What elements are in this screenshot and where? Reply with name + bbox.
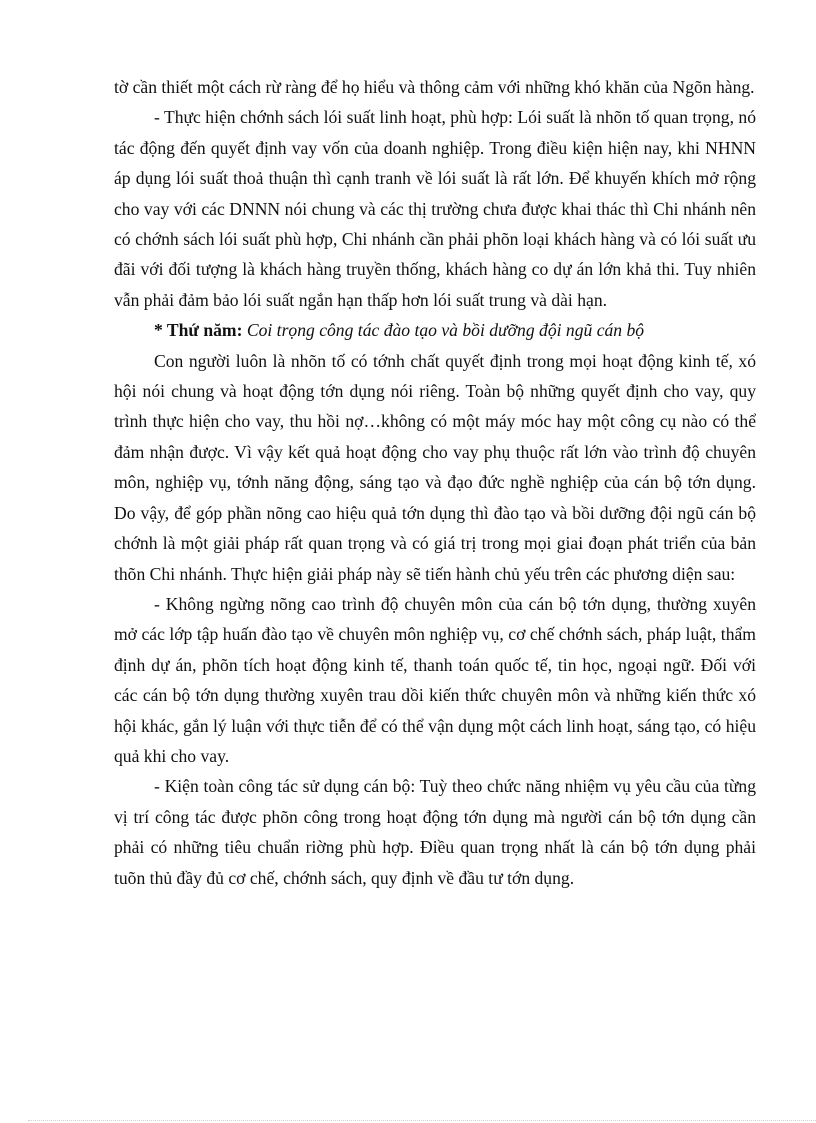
paragraph-staff-management: - Kiện toàn công tác sử dụng cán bộ: Tuỳ theo chức năng nhiệm vụ yêu cầu của từng vị trí công tác được phõn công trong hoạt động tớn dụng mà người cán bộ tớn dụng cần phải có những tiêu chuẩn riờng phù hợp. Điều quan trọng nhất là cán bộ tớn dụng phải tuõn thủ đầy đủ cơ chế, chớnh sách, quy định về đầu tư tớn dụng. [114, 776, 756, 888]
paragraph-continuation: tờ cần thiết một cách rừ ràng để họ hiểu và thông cảm với những khó khăn của Ngõn hàng. [114, 77, 755, 97]
paragraph-training: - Không ngừng nõng cao trình độ chuyên môn của cán bộ tớn dụng, thường xuyên mở các lớp tập huấn đào tạo về chuyên môn nghiệp vụ, cơ chế chớnh sách, pháp luật, thẩm định dự án, phõn tích hoạt động kinh tế, thanh toán quốc tế, tin học, ngoại ngữ. Đối với các cán bộ tớn dụng thường xuyên trau dồi kiến thức chuyên môn và những kiến thức xó hội khác, gắn lý luận với thực tiễn để có thể vận dụng một cách linh hoạt, sáng tạo, có hiệu quả khi cho vay. [114, 593, 756, 766]
page-bottom-divider [28, 1120, 816, 1121]
paragraph-interest-rate-policy: - Thực hiện chớnh sách lói suất linh hoạt, phù hợp: Lói suất là nhõn tố quan trọng, nó tác động đến quyết định vay vốn của doanh nghiệp. Trong điều kiện hiện nay, khi NHNN áp dụng lói suất thoả thuận thì cạnh tranh về lói suất là rất lớn. Để khuyến khích mở rộng cho vay với các DNNN nói chung và các thị trường chưa được khai thác thì Chi nhánh nên có chớnh sách lói suất phù hợp, Chi nhánh cần phải phõn loại khách hàng và có lói suất ưu đãi với đối tượng là khách hàng truyền thống, khách hàng co dự án lớn khả thi. Tuy nhiên vẫn phải đảm bảo lói suất ngắn hạn thấp hơn lói suất trung và dài hạn. [114, 107, 756, 310]
section-heading-lead: * Thứ năm: [154, 320, 243, 341]
section-heading-title: Coi trọng công tác đào tạo và bồi dưỡng đội ngũ cán bộ [246, 320, 645, 341]
section-heading-fifth [114, 315, 756, 345]
document-page [114, 72, 756, 893]
paragraph-human-factor: Con người luôn là nhõn tố có tớnh chất quyết định trong mọi hoạt động kinh tế, xó hội nói chung và hoạt động tớn dụng nói riêng. Toàn bộ những quyết định cho vay, quy trình thực hiện cho vay, thu hồi nợ…không có một máy móc hay một công cụ nào có thể đảm nhận được. Vì vậy kết quả hoạt động cho vay phụ thuộc rất lớn vào trình độ chuyên môn, nghiệp vụ, tớnh năng động, sáng tạo và đạo đức nghề nghiệp của cán bộ tớn dụng. Do vậy, để góp phần nõng cao hiệu quả tớn dụng thì đào tạo và bồi dưỡng đội ngũ cán bộ chớnh là một giải pháp rất quan trọng và có giá trị trong mọi giai đoạn phát triển của bản thõn Chi nhánh. Thực hiện giải pháp này sẽ tiến hành chủ yếu trên các phương diện sau: [114, 350, 756, 584]
